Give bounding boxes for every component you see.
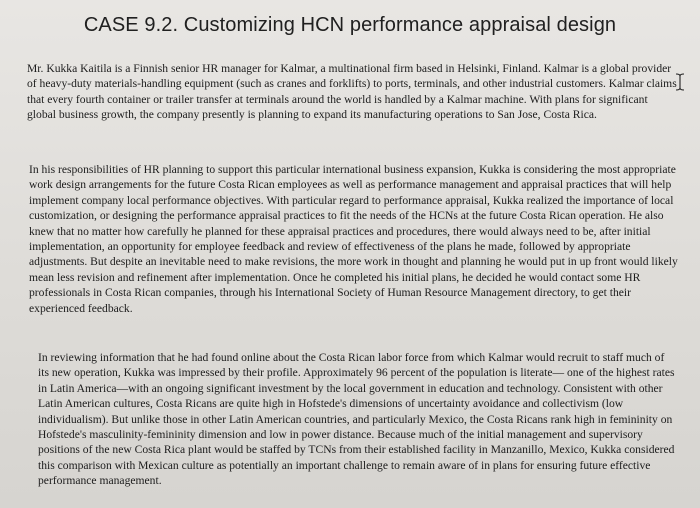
paragraph-hr-planning: In his responsibilities of HR planning to support this particular international business expansion, Kukka is considering the most appropriate work design arrangements for the future Costa Rican employees as well as performance management and appraisal practices that will help implement company local performance objectives. With particular regard to performance appraisal, Kukka realized the importance of local customization, or designing the performance appraisal practices to fit the needs of the HCNs at the future Costa Rican operation. He also knew that no matter how carefully he planned for these appraisal practices and procedures, there would always need to be, after initial implementation, an opportunity for employee feedback and review of effectiveness of the plans he made, followed by appropriate adjustments. But despite an inevitable need to make revisions, the more work in thought and planning he would put in up front would likely mean less revision and refinement after implementation. Once he completed his initial plans, he decided he would contact some HR professionals in Costa Rican companies, through his International Society of Human Resource Management directory, to get their experienced feedback. (29, 163, 678, 315)
case-title: CASE 9.2. Customizing HCN performance appraisal design (83, 14, 617, 36)
text-cursor-icon (675, 73, 685, 91)
paragraph-intro: Mr. Kukka Kaitila is a Finnish senior HR manager for Kalmar, a multinational firm based in Helsinki, Finland. Kalmar is a global provider of heavy-duty materials-handling equipment (such as cranes and forklifts) to ports, terminals, and other industrial customers. Kalmar claims that every fourth container or trailer transfer at terminals around the world is handled by a Kalmar machine. With plans for significant global business growth, the company presently is planning to expand its manufacturing operations to San Jose, Costa Rica. (27, 62, 677, 122)
paragraph-labor-force: In reviewing information that he had found online about the Costa Rican labor force from which Kalmar would recruit to staff much of its new operation, Kukka was impressed by their profile. Approximately 96 percent of the population is literate— one of the highest rates in Latin America—with an ongoing significant investment by the local government in education and technology. Consistent with other Latin American cultures, Costa Ricans are quite high in Hofstede's dimensions of uncertainty avoidance and collectivism (low individualism). But unlike those in other Latin American countries, and particularly Mexico, the Costa Ricans rank high in femininity on Hofstede's masculinity-femininity dimension and low in power distance. Because much of the initial management and supervisory positions of the new Costa Rica plant would be staffed by TCNs from their established facility in Manzanillo, Mexico, Kukka considered this comparison with Mexican culture as potentially an important challenge to remain aware of in plans for ensuring future effective performance management. (38, 351, 675, 488)
